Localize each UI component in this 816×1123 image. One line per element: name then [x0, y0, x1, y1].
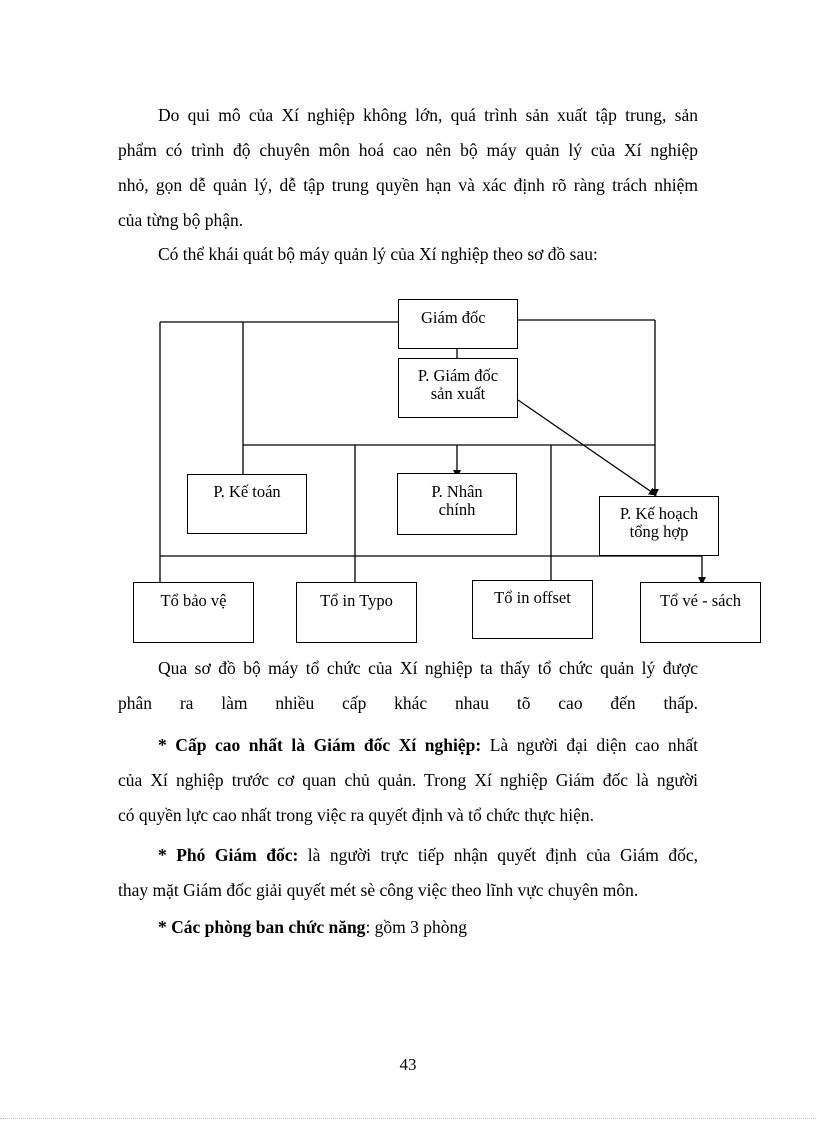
- box-offset-label: Tổ in offset: [494, 588, 571, 607]
- page-number: 43: [399, 1055, 417, 1074]
- box-hr: [397, 473, 517, 535]
- deputy-paragraph: [118, 838, 698, 908]
- box-tickets-team: [640, 582, 761, 643]
- top-level-heading: * Cấp cao nhất là Giám đốc Xí nghiệp:: [158, 735, 482, 755]
- intro-line-1: Do qui mô của Xí nghiệp không lớn, quá trình sản xuất tập trung, sản: [158, 105, 698, 125]
- box-deputy-director: [398, 358, 518, 418]
- box-planning: [599, 496, 719, 556]
- top-level-text-3: có quyền lực cao nhất trong việc ra quyết định và tổ chức thực hiện.: [118, 805, 595, 825]
- intro-line-2: phẩm có trình độ chuyên môn hoá cao nên bộ máy quản lý của Xí nghiệp: [118, 140, 698, 160]
- departments-text: : gồm 3 phòng: [365, 917, 468, 937]
- box-tickets-label: Tổ vé - sách: [659, 591, 742, 610]
- box-hr-label-1: P. Nhân: [431, 482, 483, 501]
- box-accounting: [187, 474, 307, 534]
- box-hr-label-2: chính: [438, 500, 476, 519]
- diagram-intro-text: Có thể khái quát bộ máy quản lý của Xí nghiệp theo sơ đồ sau:: [158, 244, 598, 264]
- after-paragraph: [118, 651, 698, 721]
- box-security-team: [133, 582, 254, 643]
- departments-paragraph: [118, 910, 698, 945]
- box-director: [398, 299, 518, 349]
- box-planning-label-1: P. Kế hoạch: [619, 504, 699, 523]
- box-security-label: Tổ bảo vệ: [160, 591, 227, 610]
- box-typo-label: Tổ in Typo: [320, 591, 393, 610]
- box-deputy-label-2: sản xuất: [430, 384, 486, 403]
- intro-line-4: của từng bộ phận.: [118, 210, 244, 230]
- deputy-text-1: là người trực tiếp nhận quyết định của Giám đốc,: [298, 845, 698, 865]
- after-line-2: phân ra làm nhiều cấp khác nhau tõ cao đến thấp.: [118, 693, 698, 713]
- box-director-label: Giám đốc: [421, 308, 486, 327]
- top-level-paragraph: [118, 728, 698, 833]
- connector-diagonal: [518, 400, 656, 495]
- departments-heading: * Các phòng ban chức năng: [158, 917, 366, 937]
- top-level-text-1: Là người đại diện cao nhất: [481, 735, 698, 755]
- box-planning-label-2: tổng hợp: [629, 522, 689, 541]
- deputy-text-2: thay mặt Giám đốc giải quyết mét sè công việc theo lĩnh vực chuyên môn.: [118, 880, 639, 900]
- box-deputy-label-1: P. Giám đốc: [417, 366, 499, 385]
- box-typo-team: [296, 582, 417, 643]
- intro-line-3: nhỏ, gọn dễ quản lý, dễ tập trung quyền hạn và xác định rõ ràng trách nhiệm: [118, 175, 698, 195]
- bottom-rule: [0, 1118, 816, 1119]
- box-offset-team: [472, 580, 593, 639]
- box-accounting-label: P. Kế toán: [213, 482, 281, 501]
- deputy-heading: * Phó Giám đốc:: [158, 845, 299, 865]
- after-line-1: Qua sơ đồ bộ máy tổ chức của Xí nghiệp ta thấy tổ chức quản lý được: [158, 658, 698, 678]
- top-level-text-2: của Xí nghiệp trước cơ quan chủ quản. Trong Xí nghiệp Giám đốc là người: [118, 770, 698, 790]
